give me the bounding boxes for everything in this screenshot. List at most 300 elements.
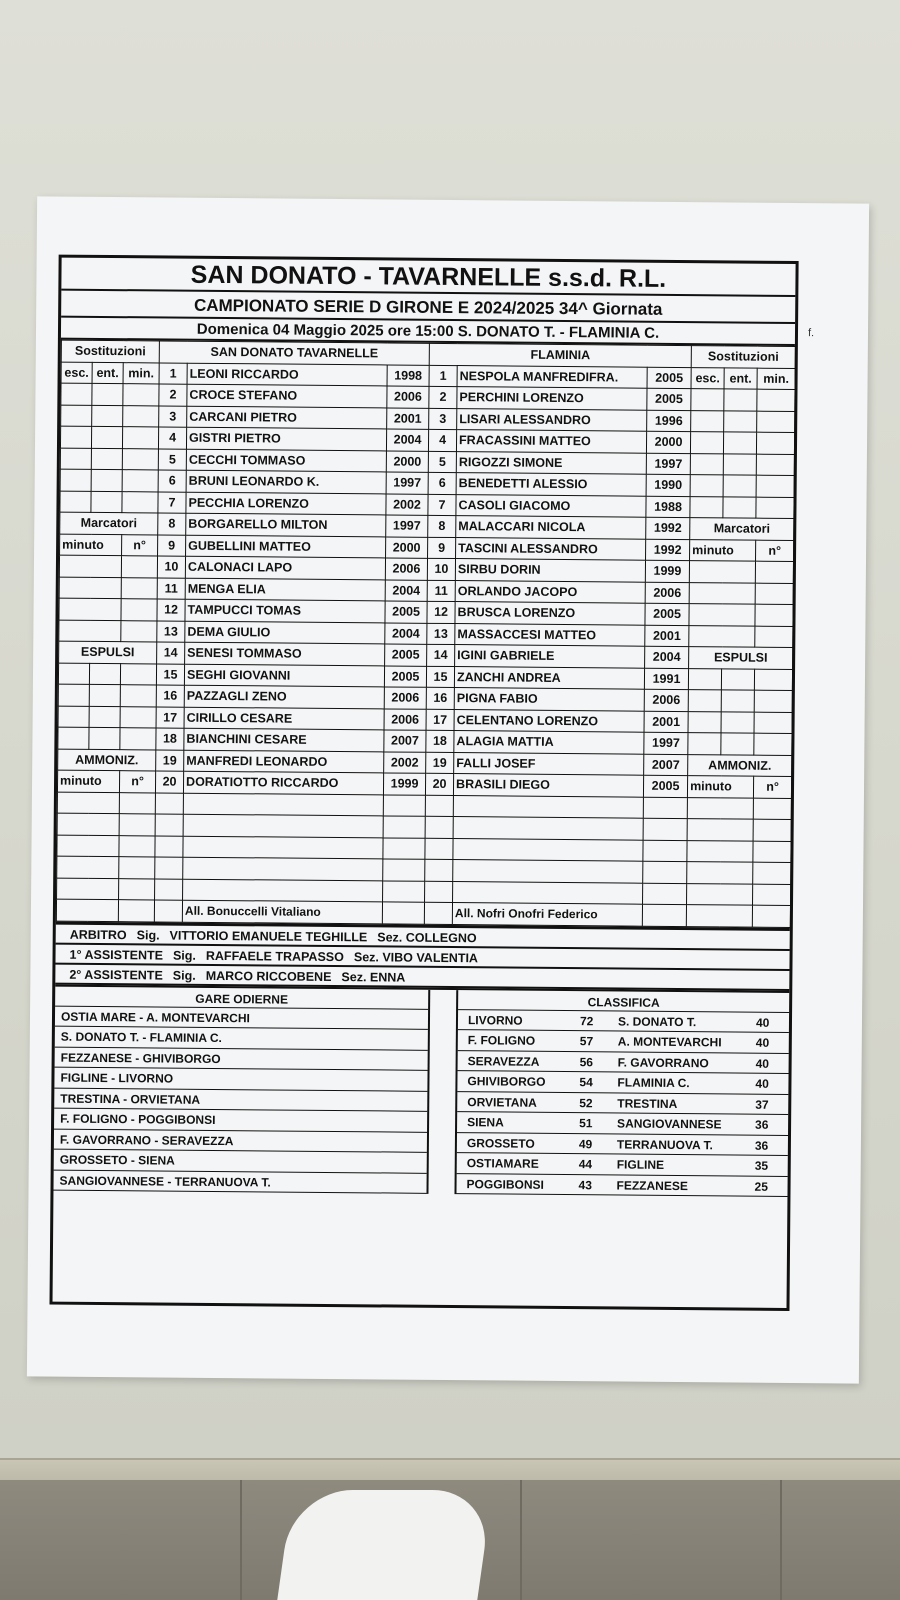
blank-cell: [689, 582, 755, 604]
standings-points: 44: [578, 1157, 593, 1172]
blank-cell: [383, 816, 425, 838]
away-player-number: 9: [428, 537, 456, 559]
home-player-year: 1998: [387, 364, 429, 386]
away-player-name: CELENTANO LORENZO: [454, 709, 644, 732]
standings-team: GROSSETO: [466, 1135, 535, 1151]
standings-team: LIVORNO: [467, 1012, 523, 1028]
blank-cell: [155, 792, 183, 814]
home-player-name: GISTRI PIETRO: [186, 427, 386, 450]
standings-row: [458, 1010, 789, 1033]
standings-points: 51: [579, 1116, 593, 1131]
away-player-name: CASOLI GIACOMO: [456, 494, 646, 517]
standings-team: SANGIOVANNESE: [617, 1116, 722, 1132]
away-player-year: 1991: [644, 668, 688, 690]
blank-cell: [754, 669, 792, 691]
blank-cell: [183, 857, 383, 880]
home-player-year: 2000: [386, 450, 428, 472]
blank-cell: [119, 792, 155, 814]
home-player-number: 19: [156, 749, 184, 771]
blank-cell: [688, 733, 721, 755]
away-player-number: 4: [428, 429, 456, 451]
home-player-name: BIANCHINI CESARE: [184, 728, 384, 751]
blank-cell: [689, 561, 755, 583]
gare-odierne: [53, 986, 430, 1194]
away-player-year: 2005: [645, 603, 689, 625]
home-player-number: 16: [156, 685, 184, 707]
blank-cell: [382, 902, 424, 924]
marcatori-label-away: Marcatori: [690, 518, 794, 540]
home-player-year: 2007: [384, 730, 426, 752]
home-player-name: DORATIOTTO RICCARDO: [183, 771, 383, 794]
standings-row: [457, 1092, 788, 1115]
classifica-title: CLASSIFICA: [458, 990, 789, 1013]
away-player-year: 1990: [646, 474, 690, 496]
blank-cell: [425, 881, 453, 903]
away-player-year: 1997: [644, 732, 688, 754]
home-player-year: 2002: [386, 493, 428, 515]
home-player-number: 4: [159, 427, 187, 449]
away-player-name: RIGOZZI SIMONE: [456, 451, 646, 474]
ammoniz-minuto-home: minuto: [57, 770, 119, 792]
away-player-name: PIGNA FABIO: [454, 688, 644, 711]
blank-cell: [425, 795, 453, 817]
blank-cell: [383, 859, 425, 881]
home-player-year: 2004: [385, 622, 427, 644]
blank-cell: [155, 814, 183, 836]
home-player-name: CROCE STEFANO: [187, 384, 387, 407]
away-player-number: 1: [429, 365, 457, 387]
away-player-year: 1999: [645, 560, 689, 582]
away-player-year: 1996: [647, 410, 691, 432]
sub-col-min-away: min.: [757, 368, 795, 390]
standings-points: 40: [755, 1035, 770, 1050]
away-player-name: FALLI JOSEF: [454, 752, 644, 775]
standings-team: F. GAVORRANO: [617, 1054, 709, 1070]
home-player-number: 10: [157, 556, 185, 578]
blank-cell: [753, 798, 791, 820]
home-player-year: 2004: [386, 429, 428, 451]
blank-cell: [755, 626, 793, 648]
home-player-number: 6: [158, 470, 186, 492]
blank-cell: [89, 727, 120, 749]
home-player-name: CALONACI LAPO: [185, 556, 385, 579]
blank-cell: [383, 837, 425, 859]
blank-cell: [753, 884, 791, 906]
blank-cell: [122, 427, 158, 449]
standings-team: S. DONATO T.: [617, 1013, 697, 1029]
home-player-year: 2006: [384, 708, 426, 730]
home-player-name: LEONI RICCARDO: [187, 363, 387, 386]
blank-cell: [89, 684, 120, 706]
home-player-year: 2000: [386, 536, 428, 558]
away-player-number: 2: [429, 386, 457, 408]
blank-cell: [91, 448, 122, 470]
blank-cell: [425, 838, 453, 860]
away-player-name: LISARI ALESSANDRO: [457, 408, 647, 431]
home-player-name: BORGARELLO MILTON: [186, 513, 386, 536]
blank-cell: [155, 835, 183, 857]
blank-cell: [155, 857, 183, 879]
standings-points: 40: [755, 1076, 769, 1091]
standings-points: 25: [754, 1179, 768, 1194]
sub-col-min-home: min.: [123, 362, 159, 384]
away-player-name: IGINI GABRIELE: [455, 645, 645, 668]
home-player-name: CECCHI TOMMASO: [186, 449, 386, 472]
blank-cell: [721, 690, 754, 712]
standings-team: OSTIAMARE: [466, 1156, 539, 1171]
blank-cell: [724, 410, 757, 432]
blank-cell: [756, 454, 794, 476]
away-player-name: ZANCHI ANDREA: [454, 666, 644, 689]
standings-points: 43: [578, 1177, 592, 1192]
blank-cell: [753, 841, 791, 863]
match-fixture: TRESTINA - ORVIETANA: [54, 1088, 427, 1112]
standings-team: SERAVEZZA: [467, 1053, 540, 1069]
blank-cell: [753, 819, 791, 841]
blank-cell: [643, 797, 687, 819]
home-player-year: 2004: [385, 579, 427, 601]
blank-cell: [119, 878, 155, 900]
blank-cell: [453, 838, 643, 861]
blank-cell: [643, 861, 687, 883]
away-player-number: 7: [428, 494, 456, 516]
blank-cell: [690, 496, 723, 518]
away-player-name: BENEDETTI ALESSIO: [456, 473, 646, 496]
away-player-name: PERCHINI LORENZO: [457, 387, 647, 410]
blank-cell: [691, 389, 724, 411]
blank-cell: [688, 668, 721, 690]
blank-cell: [689, 625, 755, 647]
home-player-year: 2006: [384, 687, 426, 709]
blank-cell: [56, 899, 118, 921]
home-player-number: 18: [156, 728, 184, 750]
match-fixture: F. FOLIGNO - POGGIBONSI: [54, 1109, 427, 1133]
home-player-year: 2002: [384, 751, 426, 773]
home-player-name: SEGHI GIOVANNI: [184, 664, 384, 687]
blank-cell: [120, 706, 156, 728]
blank-cell: [643, 840, 687, 862]
ammoniz-minuto-away: minuto: [688, 776, 754, 798]
blank-cell: [57, 792, 119, 814]
blank-cell: [61, 383, 92, 405]
blank-cell: [643, 818, 687, 840]
standings-points: 40: [755, 1015, 770, 1030]
blank-cell: [424, 902, 452, 924]
away-player-number: 10: [427, 558, 455, 580]
standings-points: 37: [755, 1097, 769, 1112]
blank-cell: [119, 835, 155, 857]
separator-column: [428, 989, 458, 1194]
away-player-year: 1997: [646, 453, 690, 475]
home-player-name: DEMA GIULIO: [185, 621, 385, 644]
blank-cell: [721, 733, 754, 755]
home-player-name: PECCHIA LORENZO: [186, 492, 386, 515]
standings-points: 54: [579, 1075, 593, 1090]
match-fixture: OSTIA MARE - A. MONTEVARCHI: [55, 1006, 428, 1030]
home-player-number: 1: [159, 362, 187, 384]
blank-cell: [183, 836, 383, 859]
blank-cell: [60, 426, 91, 448]
blank-cell: [59, 577, 121, 599]
blank-cell: [383, 794, 425, 816]
home-team-name: SAN DONATO TAVARNELLE: [159, 341, 429, 365]
away-player-year: 2007: [644, 754, 688, 776]
blank-cell: [92, 405, 123, 427]
blank-cell: [89, 663, 120, 685]
blank-cell: [724, 389, 757, 411]
away-player-year: 2006: [645, 582, 689, 604]
away-player-number: 20: [425, 773, 453, 795]
sostituzioni-label-home: Sostituzioni: [61, 340, 159, 362]
blank-cell: [119, 857, 155, 879]
blank-cell: [757, 411, 795, 433]
home-player-name: SENESI TOMMASO: [185, 642, 385, 665]
home-player-name: CARCANI PIETRO: [187, 406, 387, 429]
gare-title: GARE ODIERNE: [55, 986, 428, 1009]
away-player-name: NESPOLA MANFREDIFRA.: [457, 365, 647, 388]
standings-points: 72: [579, 1013, 594, 1028]
away-player-name: BRUSCA LORENZO: [455, 602, 645, 625]
sub-col-esc-home: esc.: [61, 362, 92, 384]
blank-cell: [687, 819, 753, 841]
home-player-year: 2006: [387, 386, 429, 408]
match-fixture: FEZZANESE - GHIVIBORGO: [55, 1047, 428, 1071]
away-player-year: 2006: [644, 689, 688, 711]
sostituzioni-label-away: Sostituzioni: [691, 346, 795, 368]
home-player-name: MANFREDI LEONARDO: [184, 750, 384, 773]
home-player-number: 9: [158, 534, 186, 556]
home-player-number: 8: [158, 513, 186, 535]
blank-cell: [686, 905, 752, 927]
home-player-year: 2005: [385, 644, 427, 666]
home-player-year: 2005: [384, 665, 426, 687]
blank-cell: [425, 859, 453, 881]
standings-team: F. FOLIGNO: [467, 1033, 536, 1048]
home-player-name: GUBELLINI MATTEO: [186, 535, 386, 558]
away-player-number: 19: [426, 752, 454, 774]
blank-cell: [58, 684, 89, 706]
home-player-number: 2: [159, 384, 187, 406]
blank-cell: [689, 604, 755, 626]
blank-cell: [688, 690, 721, 712]
match-info: Domenica 04 Maggio 2025 ore 15:00 S. DONATO T. - FLAMINIA C.: [61, 318, 795, 346]
away-player-year: 2000: [646, 431, 690, 453]
blank-cell: [425, 816, 453, 838]
standings-points: 40: [755, 1056, 770, 1071]
blank-cell: [688, 711, 721, 733]
away-player-year: 2005: [647, 388, 691, 410]
blank-cell: [122, 470, 158, 492]
away-player-year: 1992: [646, 517, 690, 539]
official-assistant-1: 1° ASSISTENTE Sig. RAFFAELE TRAPASSO Sez. VIBO VALENTIA: [55, 944, 789, 970]
away-player-number: 6: [428, 472, 456, 494]
home-player-number: 14: [157, 642, 185, 664]
away-player-year: 2005: [647, 367, 691, 389]
lineup-table: [56, 340, 796, 928]
home-player-number: 7: [158, 491, 186, 513]
standings-team: POGGIBONSI: [466, 1176, 544, 1192]
away-player-number: 18: [426, 730, 454, 752]
away-player-number: 11: [427, 580, 455, 602]
blank-cell: [724, 432, 757, 454]
standings-row: [457, 1112, 788, 1135]
blank-cell: [755, 604, 793, 626]
ammoniz-label-home: AMMONIZ.: [58, 749, 156, 771]
home-player-year: 2006: [385, 558, 427, 580]
home-player-year: 1997: [386, 515, 428, 537]
marcatori-n-home: n°: [122, 534, 158, 556]
standings-team: A. MONTEVARCHI: [617, 1034, 722, 1050]
standings-team: TERRANUOVA T.: [616, 1136, 713, 1152]
blank-cell: [91, 469, 122, 491]
blank-cell: [89, 706, 120, 728]
home-player-number: 3: [159, 405, 187, 427]
home-coach: All. Bonuccelli Vitaliano: [182, 900, 382, 923]
standings-team: ORVIETANA: [467, 1094, 537, 1110]
blank-cell: [122, 448, 158, 470]
blank-cell: [60, 469, 91, 491]
blank-cell: [757, 432, 795, 454]
standings-team: GHIVIBORGO: [467, 1074, 546, 1089]
blank-cell: [752, 905, 790, 927]
blank-cell: [723, 496, 756, 518]
away-player-year: 2004: [645, 646, 689, 668]
standings-team: FEZZANESE: [616, 1177, 688, 1193]
standings-points: 36: [754, 1138, 769, 1153]
away-coach: All. Nofri Onofri Federico: [452, 903, 642, 926]
away-player-name: ORLANDO JACOPO: [455, 580, 645, 603]
away-player-number: 3: [429, 408, 457, 430]
blank-cell: [691, 432, 724, 454]
standings-points: 35: [754, 1158, 769, 1173]
blank-cell: [120, 728, 156, 750]
away-player-year: 1988: [646, 496, 690, 518]
home-player-name: PAZZAGLI ZENO: [184, 685, 384, 708]
away-player-name: FRACASSINI MATTEO: [456, 430, 646, 453]
ammoniz-n-home: n°: [119, 771, 155, 793]
blank-cell: [690, 475, 723, 497]
blank-cell: [58, 706, 89, 728]
away-player-number: 15: [426, 666, 454, 688]
home-player-number: 12: [157, 599, 185, 621]
blank-cell: [123, 384, 159, 406]
match-fixture: FIGLINE - LIVORNO: [54, 1068, 427, 1092]
match-fixture: SANGIOVANNESE - TERRANUOVA T.: [53, 1170, 426, 1194]
official-referee: ARBITRO Sig. VITTORIO EMANUELE TEGHILLE Sez. COLLEGNO: [56, 924, 790, 950]
blank-cell: [57, 856, 119, 878]
standings-points: 56: [579, 1054, 594, 1069]
away-player-name: MASSACCESI MATTEO: [455, 623, 645, 646]
standings-row: [458, 1051, 789, 1074]
blank-cell: [721, 711, 754, 733]
standings-row: [456, 1174, 787, 1197]
blank-cell: [687, 883, 753, 905]
blank-cell: [756, 475, 794, 497]
away-player-name: ALAGIA MATTIA: [454, 731, 644, 754]
away-player-year: 2001: [645, 625, 689, 647]
standings-points: 36: [755, 1117, 769, 1132]
blank-cell: [155, 878, 183, 900]
away-player-number: 5: [428, 451, 456, 473]
espulsi-label-away: ESPULSI: [689, 647, 793, 669]
blank-cell: [383, 880, 425, 902]
blank-cell: [119, 814, 155, 836]
blank-cell: [91, 491, 122, 513]
marcatori-minuto-home: minuto: [60, 534, 122, 556]
blank-cell: [57, 878, 119, 900]
official-assistant-2: 2° ASSISTENTE Sig. MARCO RICCOBENE Sez. ENNA: [55, 964, 789, 990]
blank-cell: [57, 813, 119, 835]
blank-cell: [643, 883, 687, 905]
blank-cell: [121, 599, 157, 621]
lineup-sheet: [49, 255, 798, 1311]
away-player-year: 2005: [643, 775, 687, 797]
home-player-year: 1997: [386, 472, 428, 494]
blank-cell: [183, 814, 383, 837]
blank-cell: [183, 793, 383, 816]
blank-cell: [687, 862, 753, 884]
blank-cell: [753, 862, 791, 884]
home-player-number: 15: [156, 663, 184, 685]
blank-cell: [59, 620, 121, 642]
blank-cell: [754, 733, 792, 755]
blank-cell: [183, 879, 383, 902]
home-player-name: MENGA ELIA: [185, 578, 385, 601]
blank-cell: [154, 900, 182, 922]
standings-team: SIENA: [467, 1115, 504, 1130]
blank-cell: [690, 453, 723, 475]
home-player-number: 5: [158, 448, 186, 470]
blank-cell: [92, 383, 123, 405]
blank-cell: [755, 583, 793, 605]
home-player-number: 11: [157, 577, 185, 599]
blank-cell: [453, 817, 643, 840]
blank-cell: [754, 690, 792, 712]
blank-cell: [756, 497, 794, 519]
standings-points: 57: [579, 1034, 594, 1049]
blank-cell: [120, 685, 156, 707]
away-player-name: TASCINI ALESSANDRO: [456, 537, 646, 560]
away-player-year: 1992: [646, 539, 690, 561]
blank-cell: [721, 668, 754, 690]
standings-team: FLAMINIA C.: [617, 1075, 690, 1091]
officials-block: [55, 921, 790, 990]
home-player-number: 17: [156, 706, 184, 728]
sub-col-esc-away: esc.: [691, 367, 724, 389]
blank-cell: [123, 405, 159, 427]
ammoniz-label-away: AMMONIZ.: [688, 754, 792, 776]
blank-cell: [91, 426, 122, 448]
blank-cell: [121, 620, 157, 642]
blank-cell: [118, 900, 154, 922]
margin-mark: f.: [807, 327, 815, 340]
sub-col-ent-away: ent.: [724, 367, 757, 389]
blank-cell: [60, 448, 91, 470]
marcatori-minuto-away: minuto: [690, 539, 756, 561]
espulsi-label-home: ESPULSI: [59, 641, 157, 663]
blank-cell: [61, 405, 92, 427]
blank-cell: [121, 556, 157, 578]
blank-cell: [58, 663, 89, 685]
blank-cell: [691, 410, 724, 432]
marcatori-n-away: n°: [756, 540, 794, 562]
home-player-year: 2005: [385, 601, 427, 623]
match-fixture: S. DONATO T. - FLAMINIA C.: [55, 1027, 428, 1051]
home-player-name: BRUNI LEONARDO K.: [186, 470, 386, 493]
standings-row: [457, 1071, 788, 1094]
club-title: SAN DONATO - TAVARNELLE s.s.d. R.L.: [61, 258, 795, 297]
away-player-name: BRASILI DIEGO: [453, 774, 643, 797]
